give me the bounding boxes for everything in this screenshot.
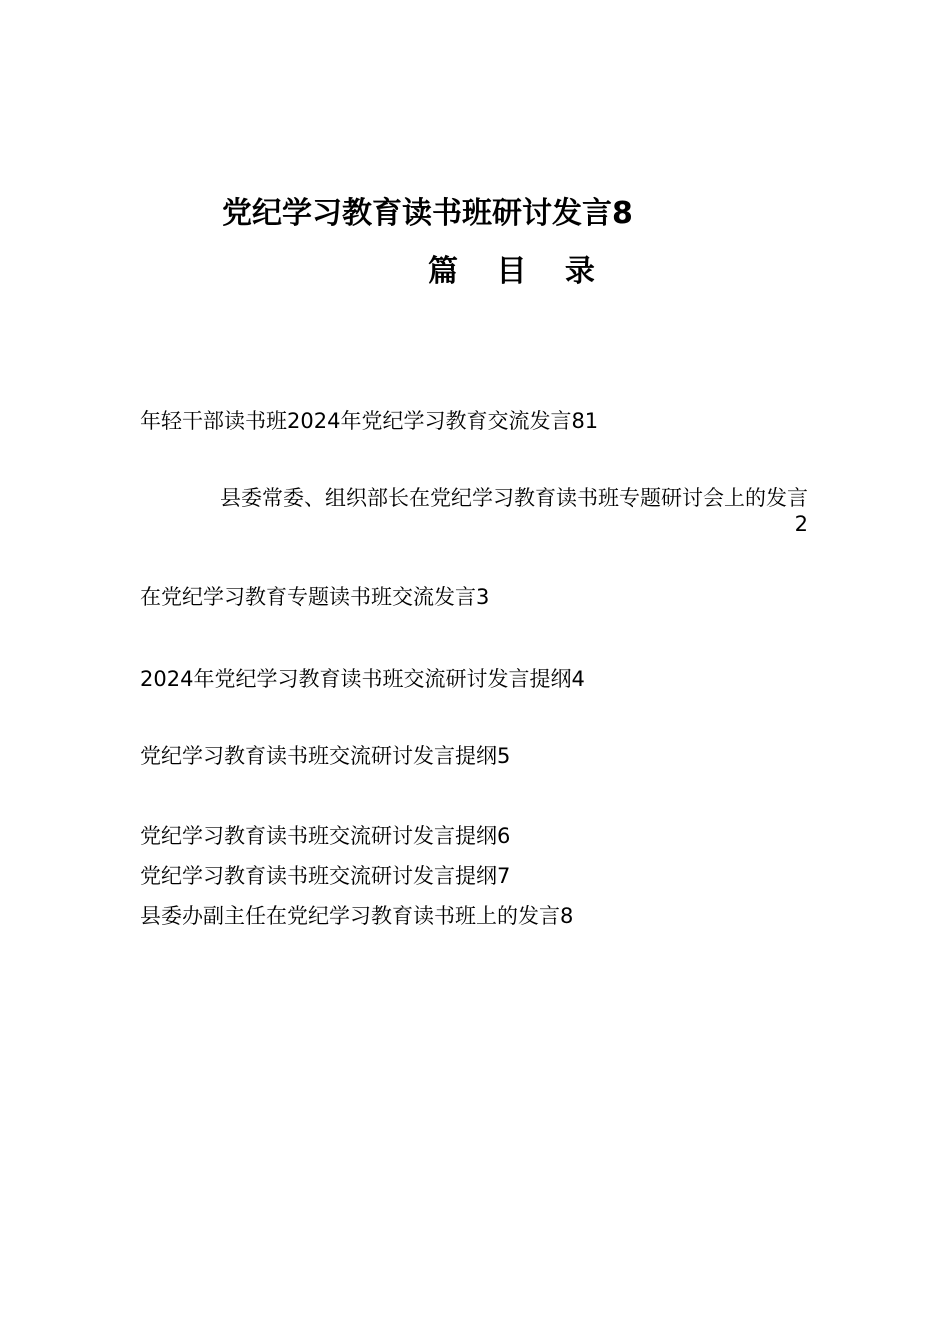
toc-entry-3: 在党纪学习教育专题读书班交流发言3 [140, 585, 490, 609]
document-subtitle: 篇 目 录 [428, 254, 609, 289]
toc-entry-2-text: 县委常委、组织部长在党纪学习教育读书班专题研讨会上的发言 [220, 486, 808, 510]
toc-entry-2 [150, 485, 808, 537]
document-title: 党纪学习教育读书班研讨发言8 [222, 196, 633, 231]
toc-entry-1: 年轻干部读书班2024年党纪学习教育交流发言81 [140, 409, 599, 433]
toc-entry-4: 2024年党纪学习教育读书班交流研讨发言提纲4 [140, 667, 585, 691]
toc-entry-2-page: 2 [794, 512, 808, 536]
toc-entry-6: 党纪学习教育读书班交流研讨发言提纲6 [140, 824, 511, 848]
toc-entry-5: 党纪学习教育读书班交流研讨发言提纲5 [140, 744, 511, 768]
toc-entry-8: 县委办副主任在党纪学习教育读书班上的发言8 [140, 904, 574, 928]
toc-entry-7: 党纪学习教育读书班交流研讨发言提纲7 [140, 864, 511, 888]
